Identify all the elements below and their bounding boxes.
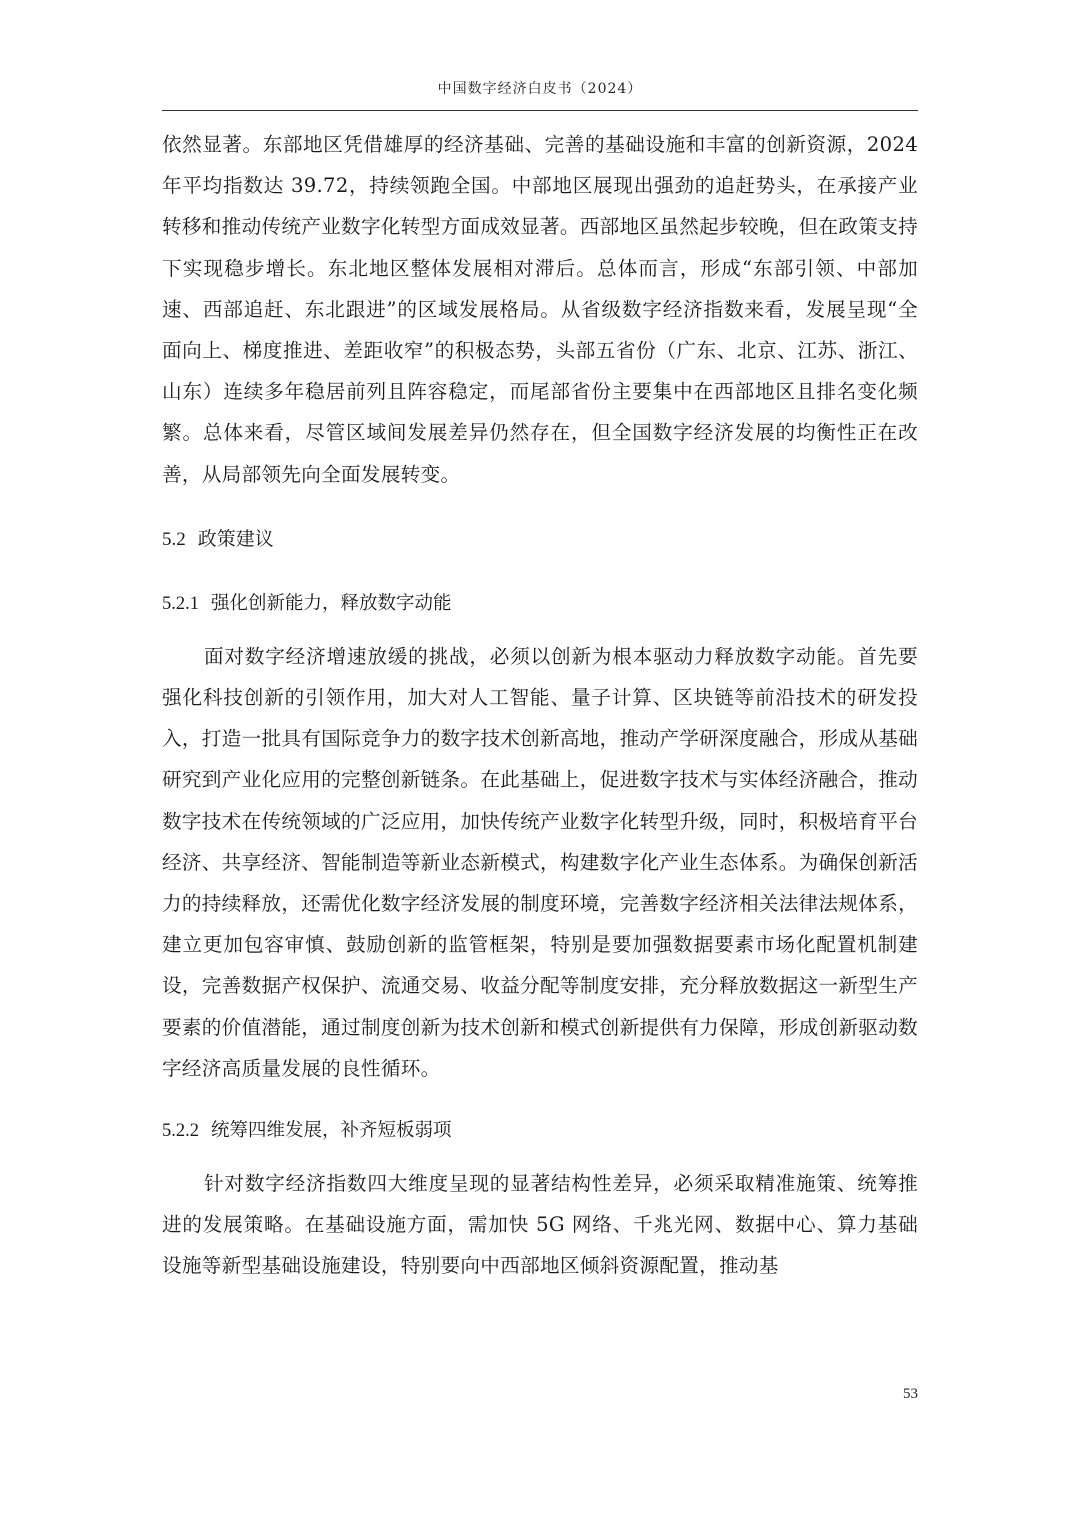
header-divider xyxy=(162,110,918,111)
paragraph-innovation: 面对数字经济增速放缓的挑战，必须以创新为根本驱动力释放数字动能。首先要强化科技创新的引领作用，加大对人工智能、量子计算、区块链等前沿技术的研发投入，打造一批具有国际竞争力的数字技术创新高地，推动产学研深度融合，形成从基础研究到产业化应用的完整创新链条。在此基础上，促进数字技术与实体经济融合，推动数字技术在传统领域的广泛应用，加快传统产业数字化转型升级，同时，积极培育平台经济、共享经济、智能制造等新业态新模式，构建数字化产业生态体系。为确保创新活力的持续释放，还需优化数字经济发展的制度环境，完善数字经济相关法律法规体系，建立更加包容审慎、鼓励创新的监管框架，特别是要加强数据要素市场化配置机制建设，完善数据产权保护、流通交易、收益分配等制度安排，充分释放数据这一新型生产要素的价值潜能，通过制度创新为技术创新和模式创新提供有力保障，形成创新驱动数字经济高质量发展的良性循环。 xyxy=(162,644,918,1080)
section-title: 政策建议 xyxy=(197,527,274,550)
section-number: 5.2.1 xyxy=(162,593,199,614)
paragraph-four-dimensions: 针对数字经济指数四大维度呈现的显著结构性差异，必须采取精准施策、统筹推进的发展策略。在基础设施方面，需加快 5G 网络、千兆光网、数据中心、算力基础设施等新型基础设施建设，特别要向中西部地区倾斜资源配置，推动基 xyxy=(162,1172,918,1278)
section-heading-5-2 xyxy=(162,519,918,560)
section-number: 5.2 xyxy=(162,528,186,550)
section-title: 强化创新能力，释放数字动能 xyxy=(211,592,452,614)
section-heading-5-2-2 xyxy=(162,1111,918,1151)
page-body xyxy=(162,124,918,1287)
section-number: 5.2.2 xyxy=(162,1121,199,1142)
section-title: 统筹四维发展，补齐短板弱项 xyxy=(211,1120,452,1142)
page-number: 53 xyxy=(903,1386,918,1402)
section-heading-5-2-1 xyxy=(162,584,918,624)
paragraph-regional-development: 依然显著。东部地区凭借雄厚的经济基础、完善的基础设施和丰富的创新资源，2024 年平均指数达 39.72，持续领跑全国。中部地区展现出强劲的追赶势头，在承接产业转移和推动传统产业数字化转型方面成效显著。西部地区虽然起步较晚，但在政策支持下实现稳步增长。东北地区整体发展相对滞后。总体而言，形成“东部引领、中部加速、西部追赶、东北跟进”的区域发展格局。从省级数字经济指数来看，发展呈现“全面向上、梯度推进、差距收窄”的积极态势，头部五省份（广东、北京、江苏、浙江、山东）连续多年稳居前列且阵容稳定，而尾部省份主要集中在西部地区且排名变化频繁。总体来看，尽管区域间发展差异仍然存在，但全国数字经济发展的均衡性正在改善，从局部领先向全面发展转变。 xyxy=(162,133,918,486)
running-header: 中国数字经济白皮书（2024） xyxy=(437,81,643,97)
